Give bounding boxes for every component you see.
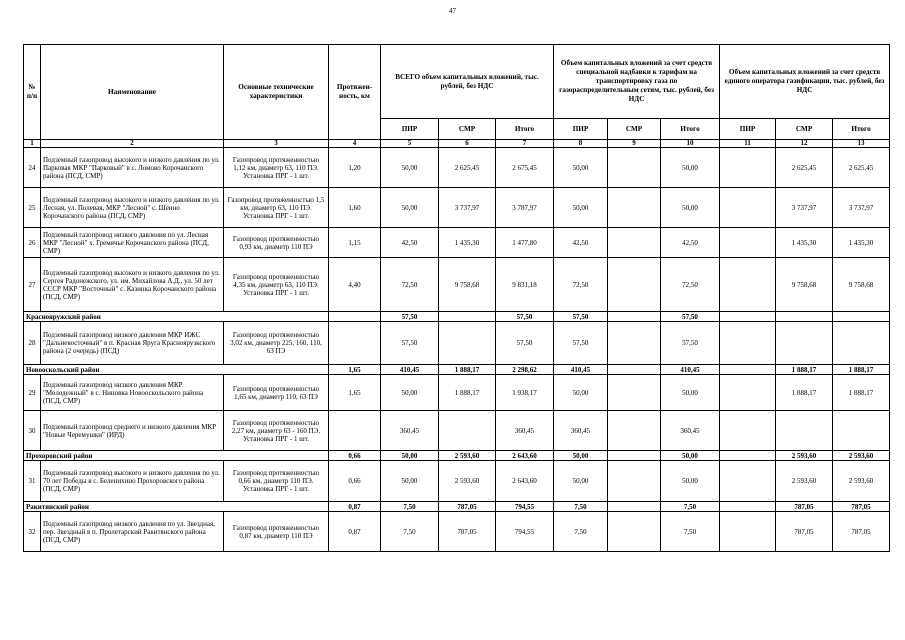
header-name: Наименование [41,45,224,140]
tech-characteristics: Газопровод протяженностью 0,93 км, диаметр 110 ПЭ [224,228,329,258]
value-cell [608,451,661,461]
length-cell: 1,65 [329,375,381,411]
value-cell [833,322,890,365]
value-cell: 72,50 [381,258,439,312]
table-row [24,322,890,365]
value-cell: 3 737,97 [833,188,890,228]
header-operator-group: Объем капитальных вложений за счет средств единого оператора газификации, тыс. рублей, без НДС [720,45,890,119]
value-cell: 50,00 [554,451,608,461]
table-row [24,375,890,411]
value-cell: 50,00 [661,375,720,411]
object-name: Подземный газопровод высокого и низкого давления по ул. Парковая МКР "Парковый" в с. Ломово Корочанского района (ПСД, СМР) [41,148,224,188]
value-cell: 2 675,45 [496,148,554,188]
value-cell: 50,00 [381,188,439,228]
value-cell: 7,50 [661,512,720,552]
value-cell [608,258,661,312]
header-tech: Основные технические характеристики [224,45,329,140]
object-name: Подземный газопровод среднего и низкого давления МКР "Новые Черемушки" (ИРД) [41,411,224,451]
length-cell: 0,87 [329,502,381,512]
value-cell [720,365,776,375]
row-number: 25 [24,188,41,228]
table-row [24,461,890,502]
value-cell: 2 625,45 [833,148,890,188]
value-cell: 57,50 [554,312,608,322]
value-cell [776,411,833,451]
value-cell: 1 888,17 [776,365,833,375]
value-cell: 50,00 [381,375,439,411]
value-cell: 787,05 [833,512,890,552]
page-number: 47 [449,7,456,15]
value-cell [608,375,661,411]
length-cell: 1,15 [329,228,381,258]
value-cell [776,312,833,322]
value-cell [608,512,661,552]
object-name: Подземный газопровод низкого давления по ул. Лесная МКР "Лесной" х. Гремячье Корочанского района (ПСД, СМР) [41,228,224,258]
value-cell: 50,00 [381,461,439,502]
value-cell [720,322,776,365]
value-cell: 2 593,60 [776,461,833,502]
object-name: Подземный газопровод низкого давления МКР ИЖС "Дальневосточный" в п. Красная Яруга Красноярузкского района (2 очередь) (ПСД) [41,322,224,365]
object-name: Подземный газопровод высокого и низкого давления по ул. Сергея Радонежского, ул. им. Михайлова А.Д., ул. 50 лет СССР МКР "Восточный" с. Казинка Корочанского района (ПСД, СМР) [41,258,224,312]
value-cell: 794,55 [496,512,554,552]
header-sub-4: СМР [608,119,661,140]
value-cell: 1 435,30 [439,228,496,258]
value-cell: 7,50 [554,502,608,512]
value-cell [833,411,890,451]
value-cell: 50,00 [554,375,608,411]
value-cell [608,312,661,322]
value-cell: 2 593,60 [833,451,890,461]
header-special-group: Объем капитальных вложений за счет средств специальной надбавки к тарифам на транспортировку газа по газораспределительным сетям, тыс. рублей, без НДС [554,45,720,119]
value-cell [439,322,496,365]
value-cell [439,411,496,451]
length-cell: 0,66 [329,451,381,461]
district-row [24,502,890,512]
value-cell: 360,45 [661,411,720,451]
header-sub-6: ПИР [720,119,776,140]
value-cell: 1 938,17 [496,375,554,411]
object-name: Подземный газопровод низкого давления по ул. Звездная, пер. Звездный в п. Пролетарский Ракитянского района (ПСД, СМР) [41,512,224,552]
length-cell: 1,60 [329,188,381,228]
value-cell: 57,50 [554,322,608,365]
district-row [24,365,890,375]
value-cell [608,322,661,365]
value-cell: 410,45 [661,365,720,375]
value-cell [608,188,661,228]
row-number: 28 [24,322,41,365]
value-cell [720,375,776,411]
column-number: 13 [833,140,890,148]
value-cell: 57,50 [496,322,554,365]
value-cell [720,461,776,502]
value-cell [720,502,776,512]
value-cell [608,411,661,451]
value-cell [720,512,776,552]
district-name: Новооскольский район [24,365,329,375]
value-cell [720,188,776,228]
value-cell: 360,45 [381,411,439,451]
value-cell: 50,00 [381,451,439,461]
tech-characteristics: Газопровод протяженностью 0,66 км, диаметр 110 ПЭ. Установка ПРГ - 1 шт. [224,461,329,502]
value-cell: 50,00 [661,461,720,502]
value-cell: 2 625,45 [439,148,496,188]
value-cell: 1 435,30 [833,228,890,258]
value-cell: 2 643,60 [496,451,554,461]
value-cell: 410,45 [554,365,608,375]
value-cell: 360,45 [496,411,554,451]
value-cell [608,461,661,502]
value-cell: 2 298,62 [496,365,554,375]
value-cell: 9 758,68 [439,258,496,312]
tech-characteristics: Газопровод протяженностью 3,02 км, диаметр 225, 160, 110, 63 ПЭ [224,322,329,365]
row-number: 30 [24,411,41,451]
column-number: 9 [608,140,661,148]
length-cell [329,411,381,451]
column-number: 6 [439,140,496,148]
value-cell [833,312,890,322]
value-cell: 787,05 [833,502,890,512]
column-number: 11 [720,140,776,148]
district-name: Ракитянский район [24,502,329,512]
header-sub-1: СМР [439,119,496,140]
value-cell [608,148,661,188]
value-cell: 1 477,80 [496,228,554,258]
value-cell: 1 888,17 [833,375,890,411]
value-cell: 2 625,45 [776,148,833,188]
district-name: Краснояружский район [24,312,329,322]
table-row [24,258,890,312]
table-row [24,148,890,188]
value-cell: 1 888,17 [776,375,833,411]
value-cell: 57,50 [381,322,439,365]
value-cell [720,451,776,461]
column-number: 2 [41,140,224,148]
value-cell: 787,05 [776,502,833,512]
header-sub-7: СМР [776,119,833,140]
row-number: 27 [24,258,41,312]
value-cell: 2 593,60 [776,451,833,461]
row-number: 26 [24,228,41,258]
header-num: № п/п [24,45,41,140]
capital-investment-table [23,44,890,552]
column-number: 12 [776,140,833,148]
value-cell: 2 593,60 [439,451,496,461]
value-cell: 50,00 [381,148,439,188]
length-cell: 1,20 [329,148,381,188]
value-cell: 9 758,68 [776,258,833,312]
value-cell [720,258,776,312]
value-cell: 1 888,17 [833,365,890,375]
value-cell: 2 593,60 [833,461,890,502]
table-row [24,228,890,258]
value-cell: 787,05 [439,512,496,552]
value-cell: 7,50 [381,512,439,552]
length-cell [329,322,381,365]
value-cell: 787,05 [439,502,496,512]
header-sub-8: Итого [833,119,890,140]
value-cell: 42,50 [661,228,720,258]
column-number: 7 [496,140,554,148]
district-name: Прохоровский район [24,451,329,461]
object-name: Подземный газопровод высокого и низкого давления по ул. Лесная, ул. Полевая, МКР "Лесной" с. Шеино Корочанского района (ПСД, СМР) [41,188,224,228]
column-number: 3 [224,140,329,148]
value-cell: 9 831,18 [496,258,554,312]
value-cell: 50,00 [661,188,720,228]
value-cell: 1 888,17 [439,375,496,411]
value-cell [720,312,776,322]
object-name: Подземный газопровод высокого и низкого давления по ул. 70 лет Победы в с. Беленихино Прохоровского района (ПСД, СМР) [41,461,224,502]
value-cell [608,365,661,375]
header-sub-0: ПИР [381,119,439,140]
value-cell: 9 758,68 [833,258,890,312]
row-number: 29 [24,375,41,411]
table-row [24,188,890,228]
value-cell: 57,50 [661,312,720,322]
table-row [24,411,890,451]
value-cell: 3 737,97 [776,188,833,228]
tech-characteristics: Газопровод протяженностью 1,12 км, диаметр 63, 110 ПЭ. Установка ПРГ - 1 шт. [224,148,329,188]
tech-characteristics: Газопровод протяженностью 1,5 км, диаметр 63, 110 ПЭ. Установка ПРГ - 1 шт. [224,188,329,228]
length-cell: 1,65 [329,365,381,375]
value-cell [608,228,661,258]
value-cell [776,322,833,365]
length-cell: 0,66 [329,461,381,502]
value-cell: 7,50 [381,502,439,512]
header-sub-3: ПИР [554,119,608,140]
header-total-group: ВСЕГО объем капитальных вложений, тыс. рублей, без НДС [381,45,554,119]
value-cell: 57,50 [381,312,439,322]
value-cell: 787,05 [776,512,833,552]
length-cell: 4,40 [329,258,381,312]
value-cell: 50,00 [661,451,720,461]
column-number: 10 [661,140,720,148]
header-length: Протяжен-ность, км [329,45,381,140]
value-cell: 2 593,60 [439,461,496,502]
value-cell [608,502,661,512]
object-name: Подземный газопровод низкого давления МКР "Молодежный" в с. Ниновка Новооскольского района (ПСД, СМР) [41,375,224,411]
value-cell: 7,50 [661,502,720,512]
length-cell [329,312,381,322]
column-number: 8 [554,140,608,148]
row-number: 24 [24,148,41,188]
value-cell: 50,00 [554,148,608,188]
length-cell: 0,87 [329,512,381,552]
header-sub-5: Итого [661,119,720,140]
value-cell: 57,50 [496,312,554,322]
value-cell [720,148,776,188]
value-cell [720,411,776,451]
tech-characteristics: Газопровод протяженностью 2,27 км, диаметр 63 - 160 ПЭ. Установка ПРГ - 1 шт. [224,411,329,451]
value-cell: 410,45 [381,365,439,375]
value-cell: 3 737,97 [439,188,496,228]
value-cell [439,312,496,322]
header-sub-2: Итого [496,119,554,140]
district-row [24,451,890,461]
row-number: 31 [24,461,41,502]
value-cell: 50,00 [661,148,720,188]
value-cell: 72,50 [554,258,608,312]
column-number: 1 [24,140,41,148]
tech-characteristics: Газопровод протяженностью 1,65 км, диаметр 110, 63 ПЭ [224,375,329,411]
value-cell: 794,55 [496,502,554,512]
column-number: 5 [381,140,439,148]
district-row [24,312,890,322]
value-cell: 42,50 [554,228,608,258]
tech-characteristics: Газопровод протяженностью 0,87 км, диаметр 110 ПЭ [224,512,329,552]
value-cell: 7,50 [554,512,608,552]
value-cell: 42,50 [381,228,439,258]
value-cell: 1 888,17 [439,365,496,375]
value-cell: 72,50 [661,258,720,312]
value-cell: 2 643,60 [496,461,554,502]
value-cell: 3 787,97 [496,188,554,228]
value-cell: 50,00 [554,188,608,228]
column-number: 4 [329,140,381,148]
tech-characteristics: Газопровод протяженностью 4,35 км, диаметр 63, 110 ПЭ. Установка ПРГ - 1 шт. [224,258,329,312]
row-number: 32 [24,512,41,552]
value-cell: 50,00 [554,461,608,502]
value-cell [720,228,776,258]
value-cell: 57,50 [661,322,720,365]
value-cell: 1 435,30 [776,228,833,258]
table-row [24,512,890,552]
value-cell: 360,45 [554,411,608,451]
